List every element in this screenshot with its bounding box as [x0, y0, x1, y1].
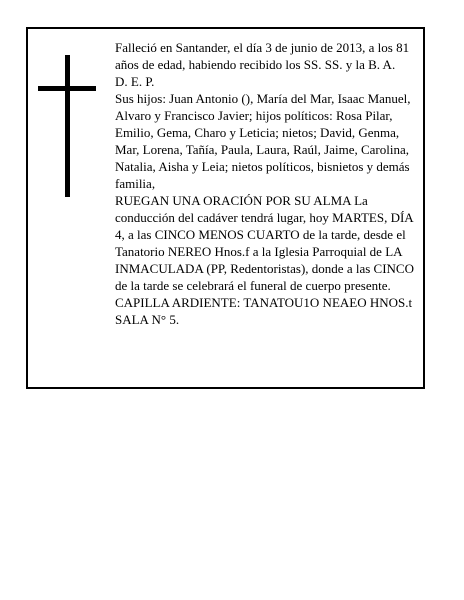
funeral-details: RUEGAN UNA ORACIÓN POR SU ALMA La conducción del cadáver tendrá lugar, hoy MARTES, DÍA 4, a las CINCO MENOS CUARTO de la tarde, desde el Tanatorio NEREO Hnos.f a la Iglesia Parroquial de LA INMACULADA (PP, Redentoristas), donde a las CINCO de la tarde se celebrará el funeral de cuerpo presente. CAPILLA ARDIENTE: TANATOU1O NEAEO HNOS.t SALA N° 5. — [115, 193, 414, 327]
latin-cross-icon — [38, 55, 96, 197]
cross-horizontal-bar — [38, 86, 96, 91]
obituary-notice — [26, 27, 425, 389]
rest-in-peace: D. E. P. — [115, 74, 155, 89]
death-announcement: Falleció en Santander, el día 3 de junio de 2013, a los 81 años de edad, habiendo recibido los SS. SS. y la B. A. — [115, 40, 410, 72]
cross-vertical-bar — [65, 55, 70, 197]
notice-text — [115, 39, 417, 328]
family-list: Sus hijos: Juan Antonio (), María del Mar, Isaac Manuel, Alvaro y Francisco Javier; hijos políticos: Rosa Pilar, Emilio, Gema, Charo y Leticia; nietos; David, Genma, Mar, Lorena, Tañía, Paula, Laura, Raúl, Jaime, Carolina, Natalia, Aisha y Leia; nietos políticos, bisnietos y demás familia, — [115, 91, 411, 191]
